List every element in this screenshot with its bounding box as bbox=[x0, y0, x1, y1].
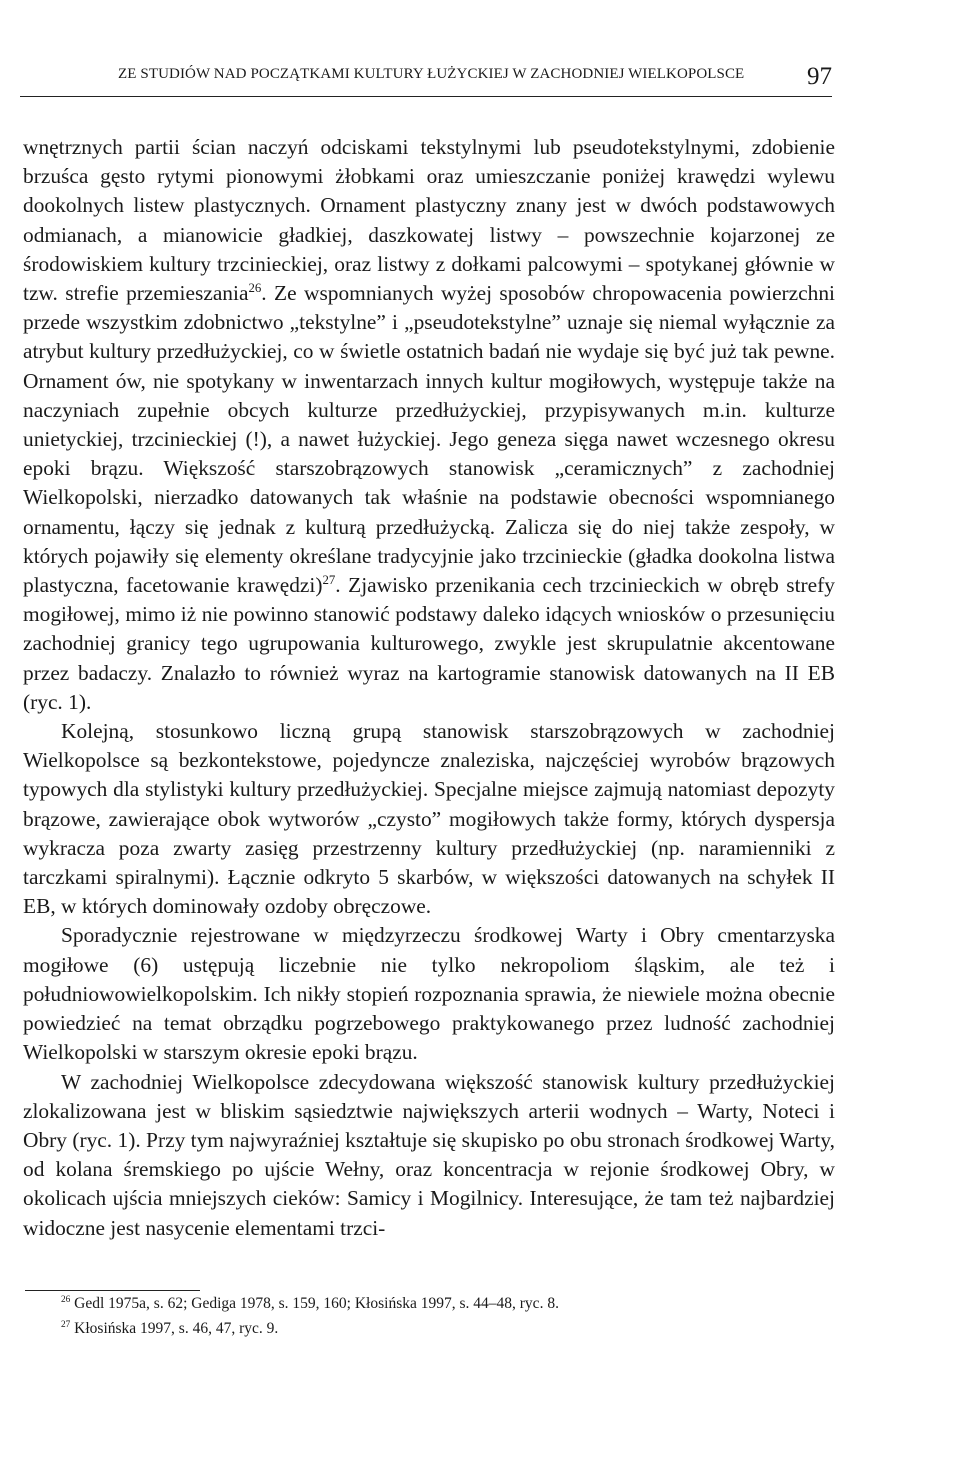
running-header bbox=[20, 62, 832, 97]
footnote-number: 27 bbox=[61, 1319, 71, 1330]
footnote-ref-27[interactable]: 27 bbox=[322, 572, 336, 587]
paragraph: W zachodniej Wielkopolsce zdecydowana większość stanowisk kultury przedłużyckiej zlokalizowana jest w bliskim sąsiedztwie największych arterii wodnych – Warty, Noteci i Obry (ryc. 1). Przy tym najwyraźniej kształtuje się skupisko po obu stronach środkowej Warty, od kolana śremskiego po ujście Wełny, oraz koncentracja w rejonie środkowej Obry, w okolicach ujścia mniejszych cieków: Samicy i Mogilnicy. Interesujące, że tam też najbardziej widoczne jest nasycenie elementami trzci- bbox=[23, 1069, 835, 1240]
footnotes bbox=[23, 1290, 835, 1341]
paragraph: wnętrznych partii ścian naczyń odciskami tekstylnymi lub pseudotekstylnymi, zdobienie brzuśca gęsto rytymi pionowymi żłobkami oraz umieszczanie poniżej krawędzi wylewu dookolnych listew plastycznych. Ornament plastyczny znany jest w dwóch podstawowych odmianach, a mianowicie gładkiej, daszkowatej listwy – powszechnie kojarzonej ze środowiskiem kultury trzcinieckiej, oraz listwy z dołkami palcowymi – spotykanej głównie w tzw. strefie przemieszania$^{26}$. Ze wspomnianych wyżej sposobów chropowacenia powierzchni przede wszystkim zdobnictwo „tekstylne” i „pseudotekstylne” uznaje się niemal wyłącznie za atrybut kultury przedłużyckiej, co w świetle ostatnich badań nie wydaje się być już tak pewne. Ornament ów, nie spotykany w inwentarzach innych kultur mogiłowych, występuje także na naczyniach zupełnie obcych kulturze przedłużyckiej, przypisywanych m.in. kulturze unietyckiej, trzcinieckiej (!), a nawet łużyckiej. Jego geneza sięga nawet wczesnego okresu epoki brązu. Większość starszobrązowych stanowisk „ceramicznych” z zachodniej Wielkopolski, nierzadko datowanych tak właśnie na podstawie obecności wspomnianego ornamentu, łączy się jednak z kulturą przedłużycką. Zalicza się do niej także zespoły, w których pojawiły się elementy określane tradycyjnie jako trzcinieckie (gładka dookolna listwa plastyczna, facetowanie krawędzi)$^{27}$. Zjawisko przenikania cech trzcinieckich w obręb strefy mogiłowej, mimo iż nie powinno stanowić podstawy daleko idących wniosków o przesunięciu zachodniej granicy tego ugrupowania kulturowego, zwykle jest skrupulatnie akcentowane przez badaczy. Znalazło to również wyraz na kartogramie stanowisk datowanych na II EB (ryc. 1). bbox=[23, 135, 836, 714]
page-number: 97 bbox=[807, 63, 832, 90]
paragraph: Kolejną, stosunkowo liczną grupą stanowisk starszobrązowych w zachodniej Wielkopolsce są bezkontekstowe, pojedyncze znaleziska, najczęściej wyrobów brązowych typowych dla stylistyki kultury przedłużyckiej. Specjalne miejsce zajmują natomiast depozyty brązowe, zawierające obok wytworów „czysto” mogiłowych także formy, których dyspersja wykracza poza zwarty zasięg przestrzenny kultury przedłużyckiej (np. naramienniki z tarczkami spiralnymi). Łącznie odkryto 5 skarbów, w większości datowanych na schyłek II EB, w których dominowały ozdoby obręczowe. bbox=[23, 719, 835, 919]
paragraph: Sporadycznie rejestrowane w międzyrzeczu środkowej Warty i Obry cmentarzyska mogiłowe (6) ustępują liczebnie nie tylko nekropoliom śląskim, ale też i południowowielkopolskim. Ich nikły stopień rozpoznania sprawia, że niewiele można obecnie powiedzieć na temat obrządku pogrzebowego praktykowanego przez ludność zachodniej Wielkopolski w starszym okresie epoki brązu. bbox=[23, 923, 835, 1065]
footnote-number: 26 bbox=[61, 1294, 71, 1305]
footnote-ref-26[interactable]: 26 bbox=[248, 280, 262, 295]
footnote-26: $^{26}$ Gedl 1975a, s. 62; Gediga 1978, s. 159, 160; Kłosińska 1997, s. 44–48, ryc. 8. bbox=[61, 1294, 559, 1312]
main-text bbox=[23, 133, 835, 1243]
running-head-title: ZE STUDIÓW NAD POCZĄTKAMI KULTURY ŁUŻYCKIEJ W ZACHODNIEJ WIELKOPOLSCE bbox=[118, 66, 745, 82]
footnote-27: $^{27}$ Kłosińska 1997, s. 46, 47, ryc. 9. bbox=[61, 1319, 279, 1337]
